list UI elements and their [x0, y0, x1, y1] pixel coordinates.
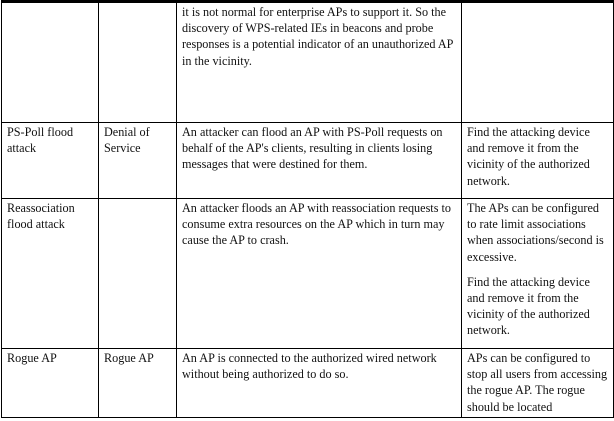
table-row-rogue-ap — [2, 349, 614, 418]
description-cell: it is not normal for enterprise APs to support it. So the discovery of WPS-related IEs in beacons and probe responses is a potential indicator of an unauthorized AP in the vicinity. — [177, 2, 462, 123]
category-cell: Denial of Service — [99, 123, 177, 199]
attack-table — [1, 0, 614, 418]
attack-name-cell: Rogue AP — [2, 349, 99, 418]
mitigation-cell — [462, 2, 614, 123]
mitigation-cell — [462, 123, 614, 199]
mitigation-cell — [462, 199, 614, 349]
mitigation-paragraph: Find the attacking device and remove it from the vicinity of the authorized network. — [467, 125, 590, 188]
category-cell — [99, 199, 177, 349]
mitigation-paragraph: The APs can be configured to rate limit associations when associations/second is excessive. — [467, 201, 604, 264]
description-cell: An attacker can flood an AP with PS-Poll requests on behalf of the AP's clients, resulting in clients losing messages that were destined for them. — [177, 123, 462, 199]
table-row-ps-poll-flood — [2, 123, 614, 199]
category-cell: Rogue AP — [99, 349, 177, 418]
description-cell: An attacker floods an AP with reassociation requests to consume extra resources on the AP which in turn may cause the AP to crash. — [177, 199, 462, 349]
mitigation-paragraph: Find the attacking device and remove it from the vicinity of the authorized network. — [467, 274, 590, 338]
mitigation-paragraph: APs can be configured to stop all users from accessing the rogue AP. The rogue should be located — [467, 351, 608, 414]
attack-name-cell: Reassociation flood attack — [2, 199, 99, 349]
category-cell — [99, 2, 177, 123]
attack-name-cell — [2, 2, 99, 123]
attack-name-cell: PS-Poll flood attack — [2, 123, 99, 199]
mitigation-cell — [462, 349, 614, 418]
table-row-reassociation-flood — [2, 199, 614, 349]
table-row-continuation — [2, 2, 614, 123]
description-cell: An AP is connected to the authorized wired network without being authorized to do so. — [177, 349, 462, 418]
